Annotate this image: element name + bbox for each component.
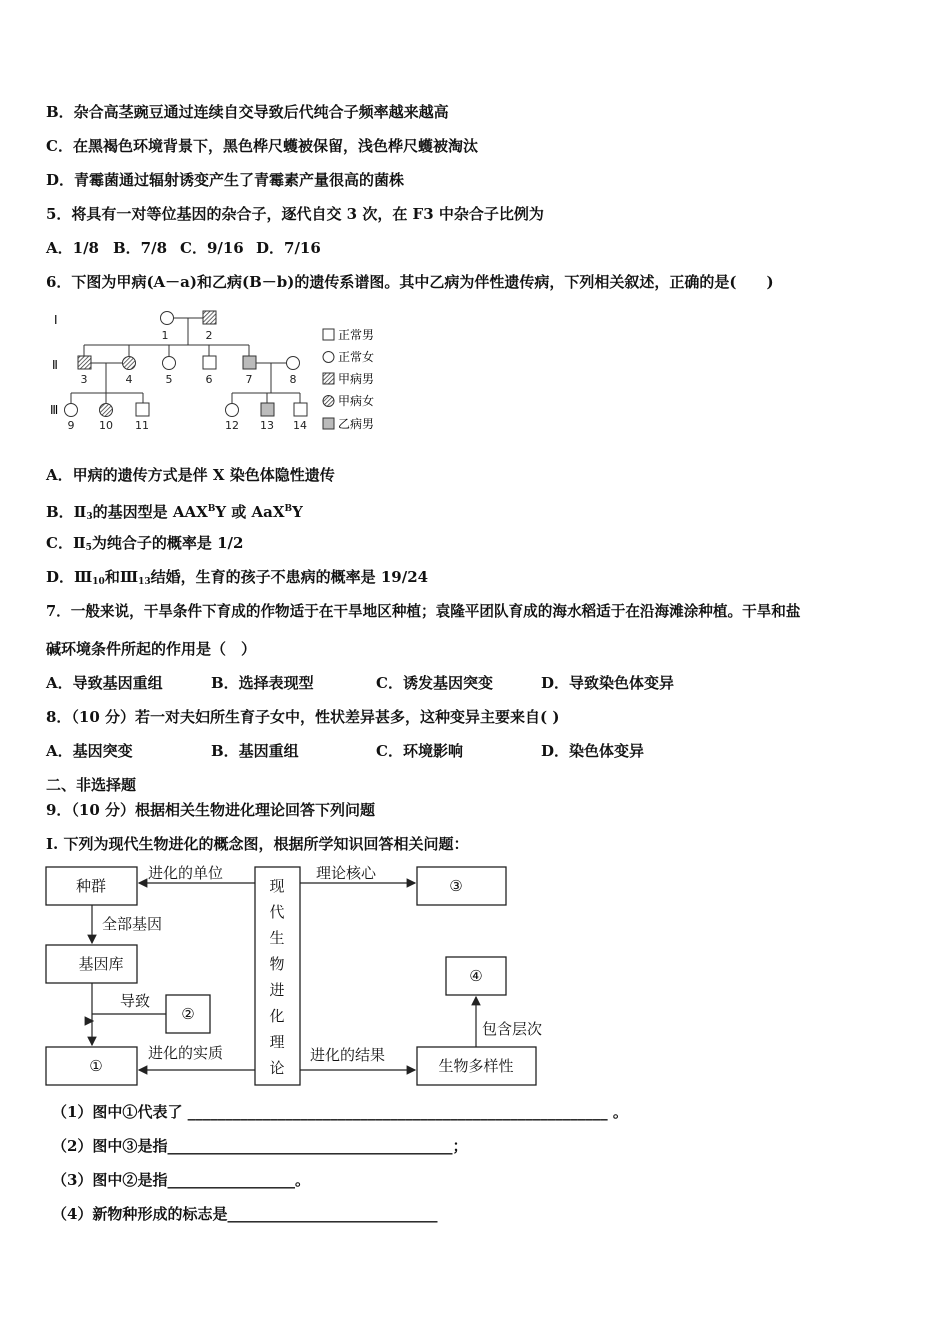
- q7-option-a: A．导致基因重组: [46, 674, 163, 692]
- q6-option-c: C．$Ⅱ_5$为纯合子的概率是 1/2: [46, 534, 244, 553]
- q6-option-b: B．$Ⅱ_3$的基因型是 $AAX^BY$ 或 AaX$^B$Y: [46, 503, 303, 522]
- q4-option-c: C．在黑褐色环境背景下，黑色桦尺蠖被保留，浅色桦尺蠖被淘汰: [46, 137, 478, 155]
- q6-stem: 6．下图为甲病(A－a)和乙病(B－b)的遗传系谱图。其中乙病为伴性遗传病，下列相关叙述，正确的是( ): [46, 273, 774, 291]
- section-heading: 二、非选择题: [46, 776, 137, 794]
- individual-7: [243, 356, 256, 369]
- label-theory-core: 理论核心: [316, 864, 377, 882]
- population-label: 种群: [75, 877, 107, 895]
- center-char-5: 进: [269, 981, 285, 999]
- q8-stem: 8．（10 分）若一对夫妇所生育子女中，性状差异甚多，这种变异主要来自( ): [46, 708, 560, 726]
- concept-map: [44, 860, 544, 1090]
- individual-13: [261, 403, 274, 416]
- q5-option-d: D．7/16: [256, 239, 321, 257]
- circle-3-label: ③: [449, 877, 463, 895]
- num-9: 9: [67, 419, 75, 432]
- center-char-1: 现: [269, 877, 285, 895]
- legend-normal-female: 正常女: [338, 350, 375, 364]
- q9-sub-2: （2）图中③是指______________________________________；: [52, 1137, 468, 1155]
- q4-option-b: B．杂合高茎豌豆通过连续自交导致后代纯合子频率越来越高: [46, 103, 449, 121]
- individual-2: [203, 311, 216, 324]
- circle-2-label: ②: [181, 1005, 195, 1023]
- q5-option-c: C．9/16: [180, 239, 244, 257]
- q5-option-b: B．7/8: [113, 239, 168, 257]
- individual-9: [65, 404, 78, 417]
- q9-sub-3: （3）图中②是指_________________。: [52, 1171, 310, 1189]
- circle-1-label: ①: [89, 1057, 103, 1075]
- q4-option-d: D．青霉菌通过辐射诱变产生了青霉素产量很高的菌株: [46, 171, 405, 189]
- individual-11: [136, 403, 149, 416]
- q9-part-i: I. 下列为现代生物进化的概念图，根据所学知识回答相关问题：: [46, 835, 469, 853]
- individual-1: [161, 312, 174, 325]
- center-char-7: 理: [269, 1033, 285, 1051]
- num-10: 10: [99, 419, 113, 432]
- num-14: 14: [293, 419, 307, 432]
- individual-5: [163, 357, 176, 370]
- num-8: 8: [289, 373, 297, 386]
- q7-option-b: B．选择表现型: [211, 674, 314, 692]
- q7-stem-line1: 7．一般来说，干旱条件下育成的作物适于在干旱地区种植；袁隆平团队育成的海水稻适于在沿海滩涂种植。干旱和盐: [46, 603, 801, 620]
- q8-option-b: B．基因重组: [211, 742, 299, 760]
- num-4: 4: [125, 373, 133, 386]
- q9-stem: 9．（10 分）根据相关生物进化理论回答下列问题: [46, 801, 376, 819]
- box-center-theory: [255, 867, 300, 1085]
- gen-label-2: Ⅱ: [52, 358, 58, 372]
- circle-4-label: ④: [469, 967, 483, 985]
- q7-option-d: D．导致染色体变异: [541, 674, 675, 692]
- q9-sub-4: （4）新物种形成的标志是____________________________: [52, 1205, 438, 1223]
- center-char-6: 化: [269, 1007, 285, 1025]
- individual-10: [100, 404, 113, 417]
- q7-option-c: C．诱发基因突变: [376, 674, 493, 692]
- individual-6: [203, 356, 216, 369]
- label-evolution-essence: 进化的实质: [148, 1044, 224, 1062]
- label-all-genes: 全部基因: [102, 915, 163, 933]
- center-char-8: 论: [269, 1059, 285, 1077]
- q9-sub-1: （1）图中①代表了 ________________________________________________________ 。: [52, 1103, 628, 1121]
- q5-option-a: A．1/8: [46, 239, 99, 257]
- num-7: 7: [245, 373, 253, 386]
- gen-label-1: Ⅰ: [54, 313, 58, 327]
- legend-jia-female-icon: [323, 396, 334, 407]
- individual-3: [78, 356, 91, 369]
- center-char-4: 物: [269, 955, 285, 973]
- q8-option-d: D．染色体变异: [541, 742, 645, 760]
- individual-14: [294, 403, 307, 416]
- legend-yi-male-icon: [323, 418, 334, 429]
- center-char-3: 生: [269, 929, 285, 947]
- legend-normal-female-icon: [323, 352, 334, 363]
- label-evolution-unit: 进化的单位: [148, 864, 224, 882]
- num-1: 1: [161, 329, 169, 342]
- legend-jia-female: 甲病女: [338, 394, 375, 408]
- legend-yi-male: 乙病男: [338, 417, 375, 431]
- legend-jia-male: 甲病男: [338, 372, 375, 386]
- num-5: 5: [165, 373, 173, 386]
- label-evolution-result: 进化的结果: [310, 1046, 386, 1064]
- num-3: 3: [80, 373, 88, 386]
- pedigree-chart: [46, 305, 396, 435]
- legend-normal-male-icon: [323, 329, 334, 340]
- num-13: 13: [260, 419, 274, 432]
- gene-pool-label: 基因库: [78, 955, 124, 973]
- q8-option-a: A．基因突变: [46, 742, 133, 760]
- biodiversity-label: 生物多样性: [438, 1057, 514, 1075]
- num-2: 2: [205, 329, 213, 342]
- gen-label-3: Ⅲ: [50, 403, 59, 417]
- legend-jia-male-icon: [323, 373, 334, 384]
- num-6: 6: [205, 373, 213, 386]
- individual-8: [287, 357, 300, 370]
- q6-option-d: D．$Ⅲ_{10}$和$Ⅲ_{13}$结婚，生育的孩子不患病的概率是 19/24: [46, 568, 429, 587]
- q8-option-c: C．环境影响: [376, 742, 463, 760]
- center-char-2: 代: [269, 903, 285, 921]
- q7-stem-line2: 碱环境条件所起的作用是（ ）: [46, 640, 257, 658]
- legend-normal-male: 正常男: [338, 328, 375, 342]
- num-11: 11: [135, 419, 149, 432]
- q5-stem: 5．将具有一对等位基因的杂合子，逐代自交 3 次，在 F3 中杂合子比例为: [46, 205, 544, 223]
- individual-4: [123, 357, 136, 370]
- individual-12: [226, 404, 239, 417]
- label-lead-to: 导致: [120, 992, 151, 1010]
- num-12: 12: [225, 419, 239, 432]
- q6-option-a: A．甲病的遗传方式是伴 X 染色体隐性遗传: [46, 466, 335, 484]
- label-contains-levels: 包含层次: [482, 1020, 543, 1038]
